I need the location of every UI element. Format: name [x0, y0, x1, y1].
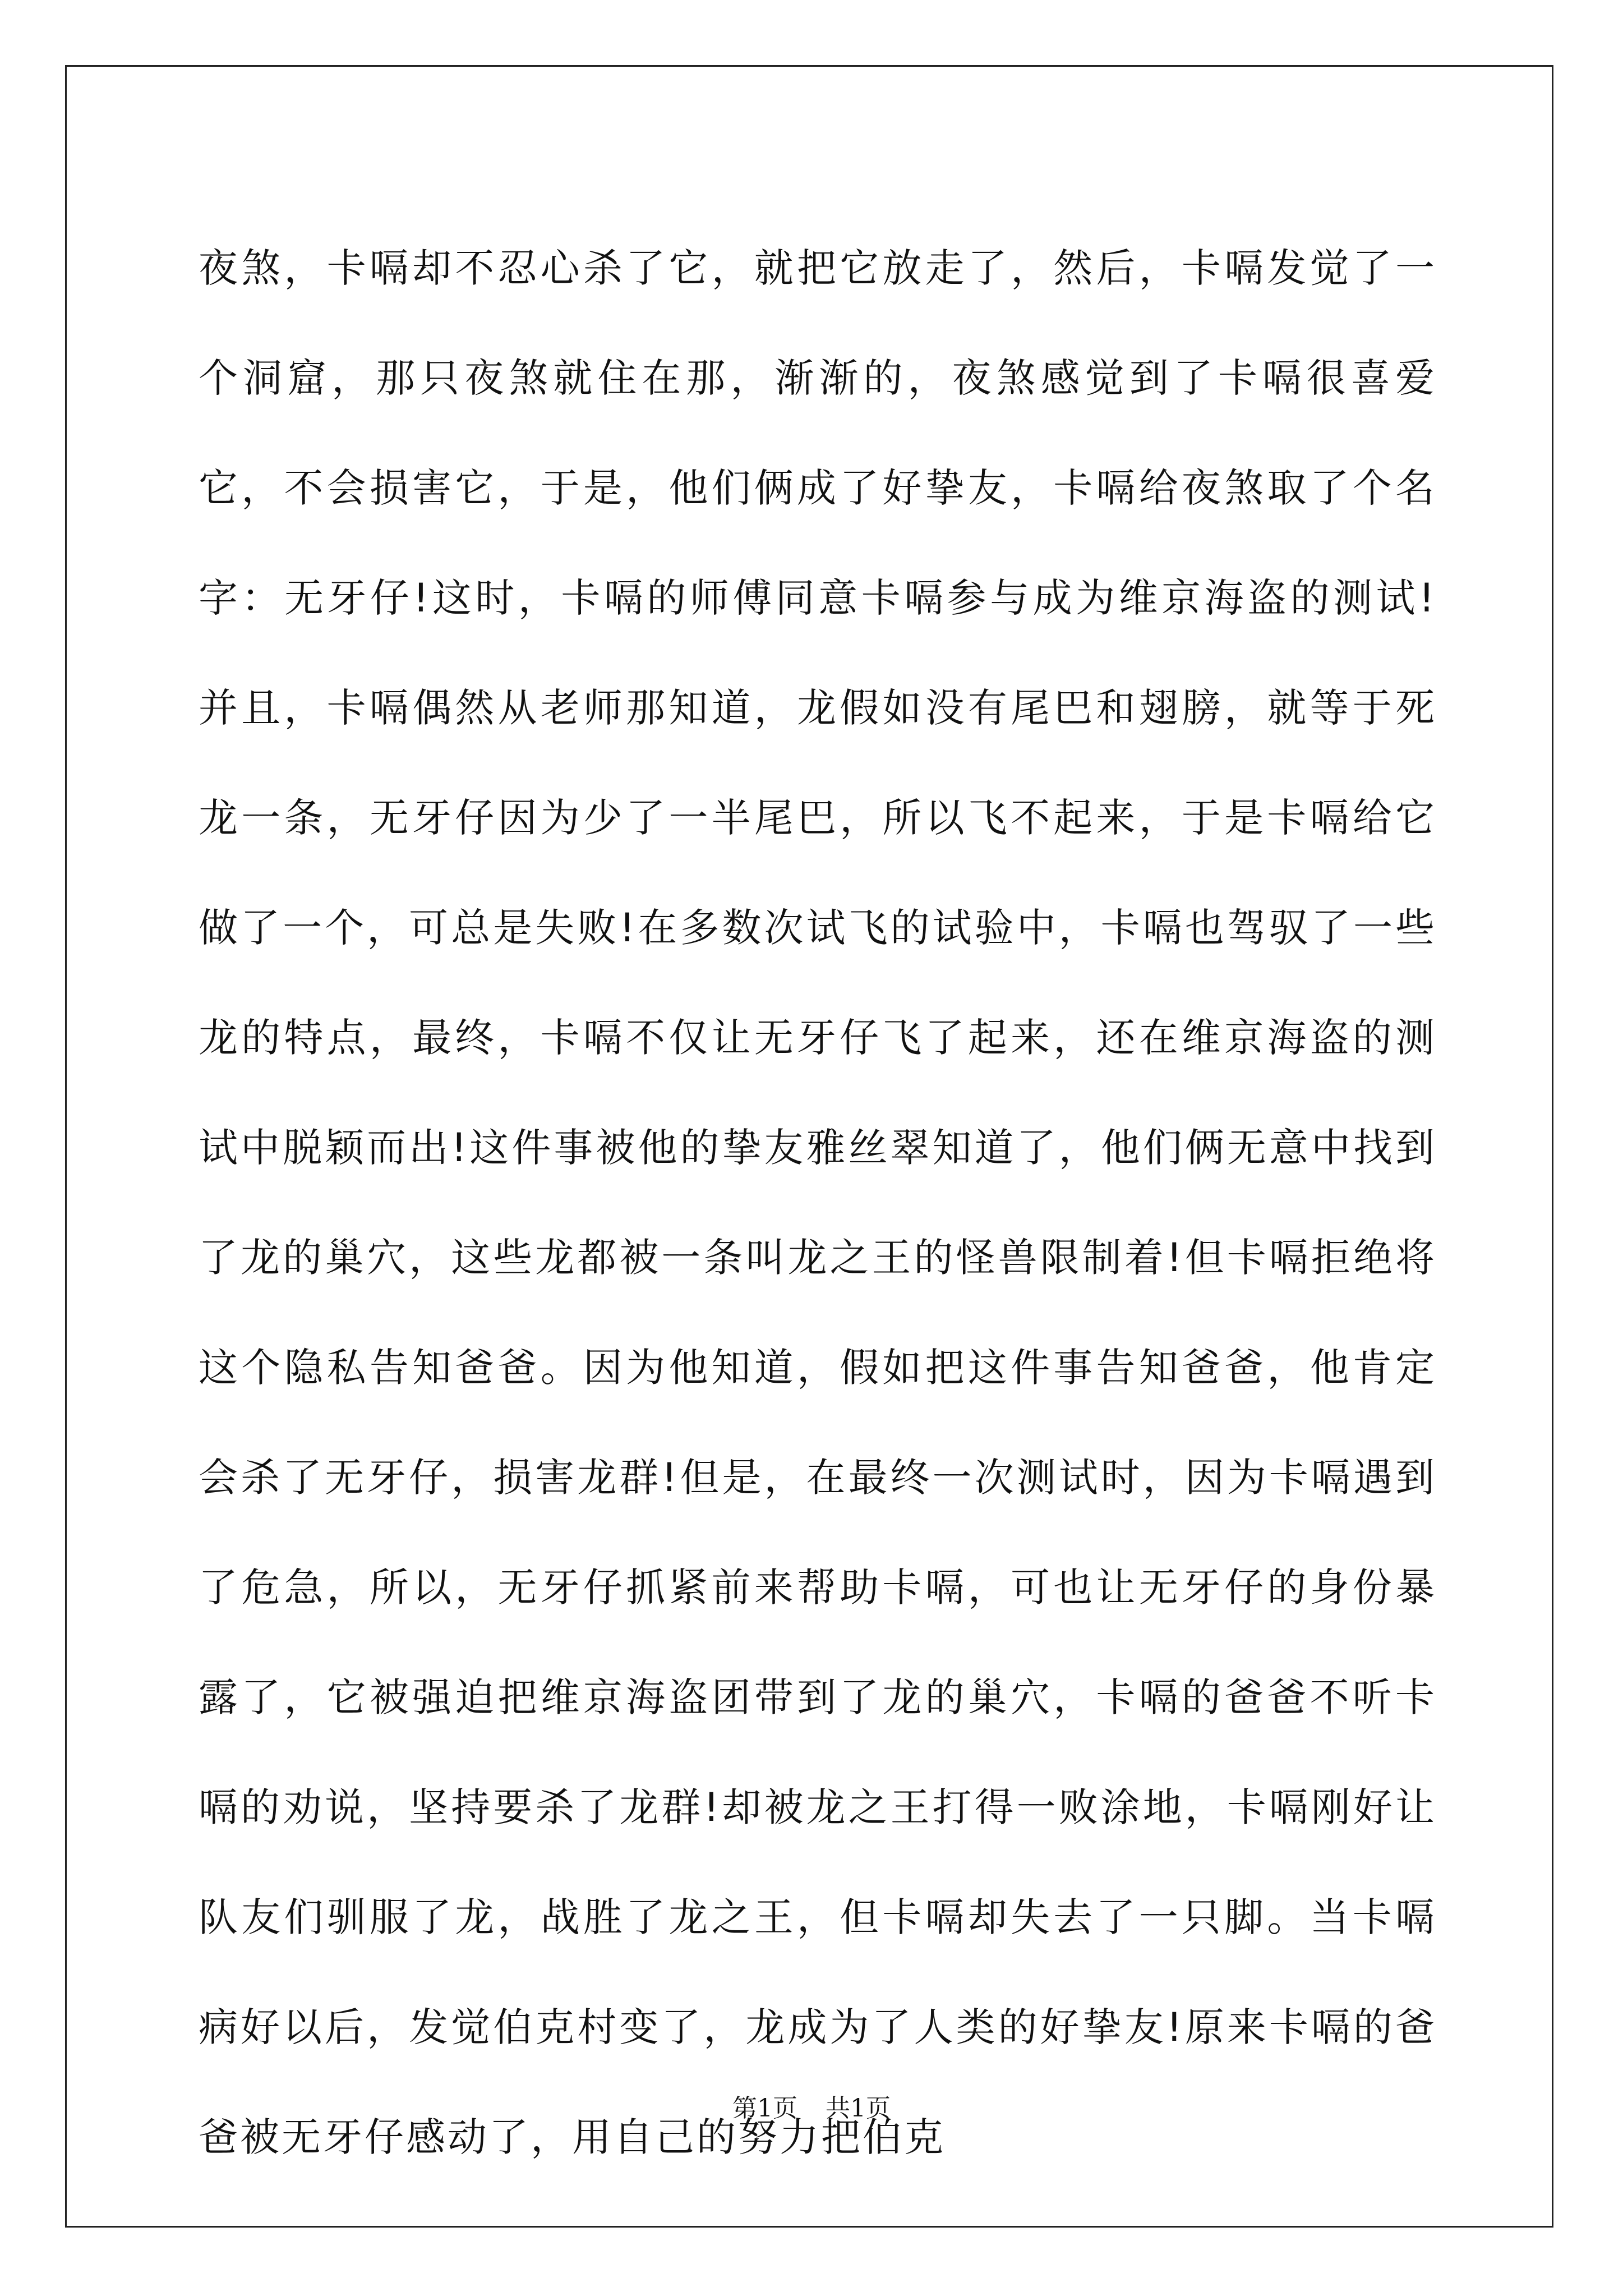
page-footer: [0, 2088, 1623, 2124]
page-total: 共1页: [826, 2094, 891, 2123]
body-paragraph: 夜煞，卡嗝却不忍心杀了它，就把它放走了，然后，卡嗝发觉了一个洞窟，那只夜煞就住在那，渐渐的，夜煞感觉到了卡嗝很喜爱它，不会损害它，于是，他们俩成了好挚友，卡嗝给夜煞取了个名字：无牙仔!这时，卡嗝的师傅同意卡嗝参与成为维京海盗的测试!并且，卡嗝偶然从老师那知道，龙假如没有尾巴和翅膀，就等于死龙一条，无牙仔因为少了一半尾巴，所以飞不起来，于是卡嗝给它做了一个，可总是失败!在多数次试飞的试验中，卡嗝也驾驭了一些龙的特点，最终，卡嗝不仅让无牙仔飞了起来，还在维京海盗的测试中脱颖而出!这件事被他的挚友雅丝翠知道了，他们俩无意中找到了龙的巢穴，这些龙都被一条叫龙之王的怪兽限制着!但卡嗝拒绝将这个隐私告知爸爸。因为他知道，假如把这件事告知爸爸，他肯定会杀了无牙仔，损害龙群!但是，在最终一次测试时，因为卡嗝遇到了危急，所以，无牙仔抓紧前来帮助卡嗝，可也让无牙仔的身份暴露了，它被强迫把维京海盗团带到了龙的巢穴，卡嗝的爸爸不听卡嗝的劝说，坚持要杀了龙群!却被龙之王打得一败涂地，卡嗝刚好让队友们驯服了龙，战胜了龙之王，但卡嗝却失去了一只脚。当卡嗝病好以后，发觉伯克村变了，龙成为了人类的好挚友!原来卡嗝的爸爸被无牙仔感动了，用自己的努力把伯克: [199, 245, 1437, 2160]
page-number: 第1页: [732, 2094, 797, 2123]
